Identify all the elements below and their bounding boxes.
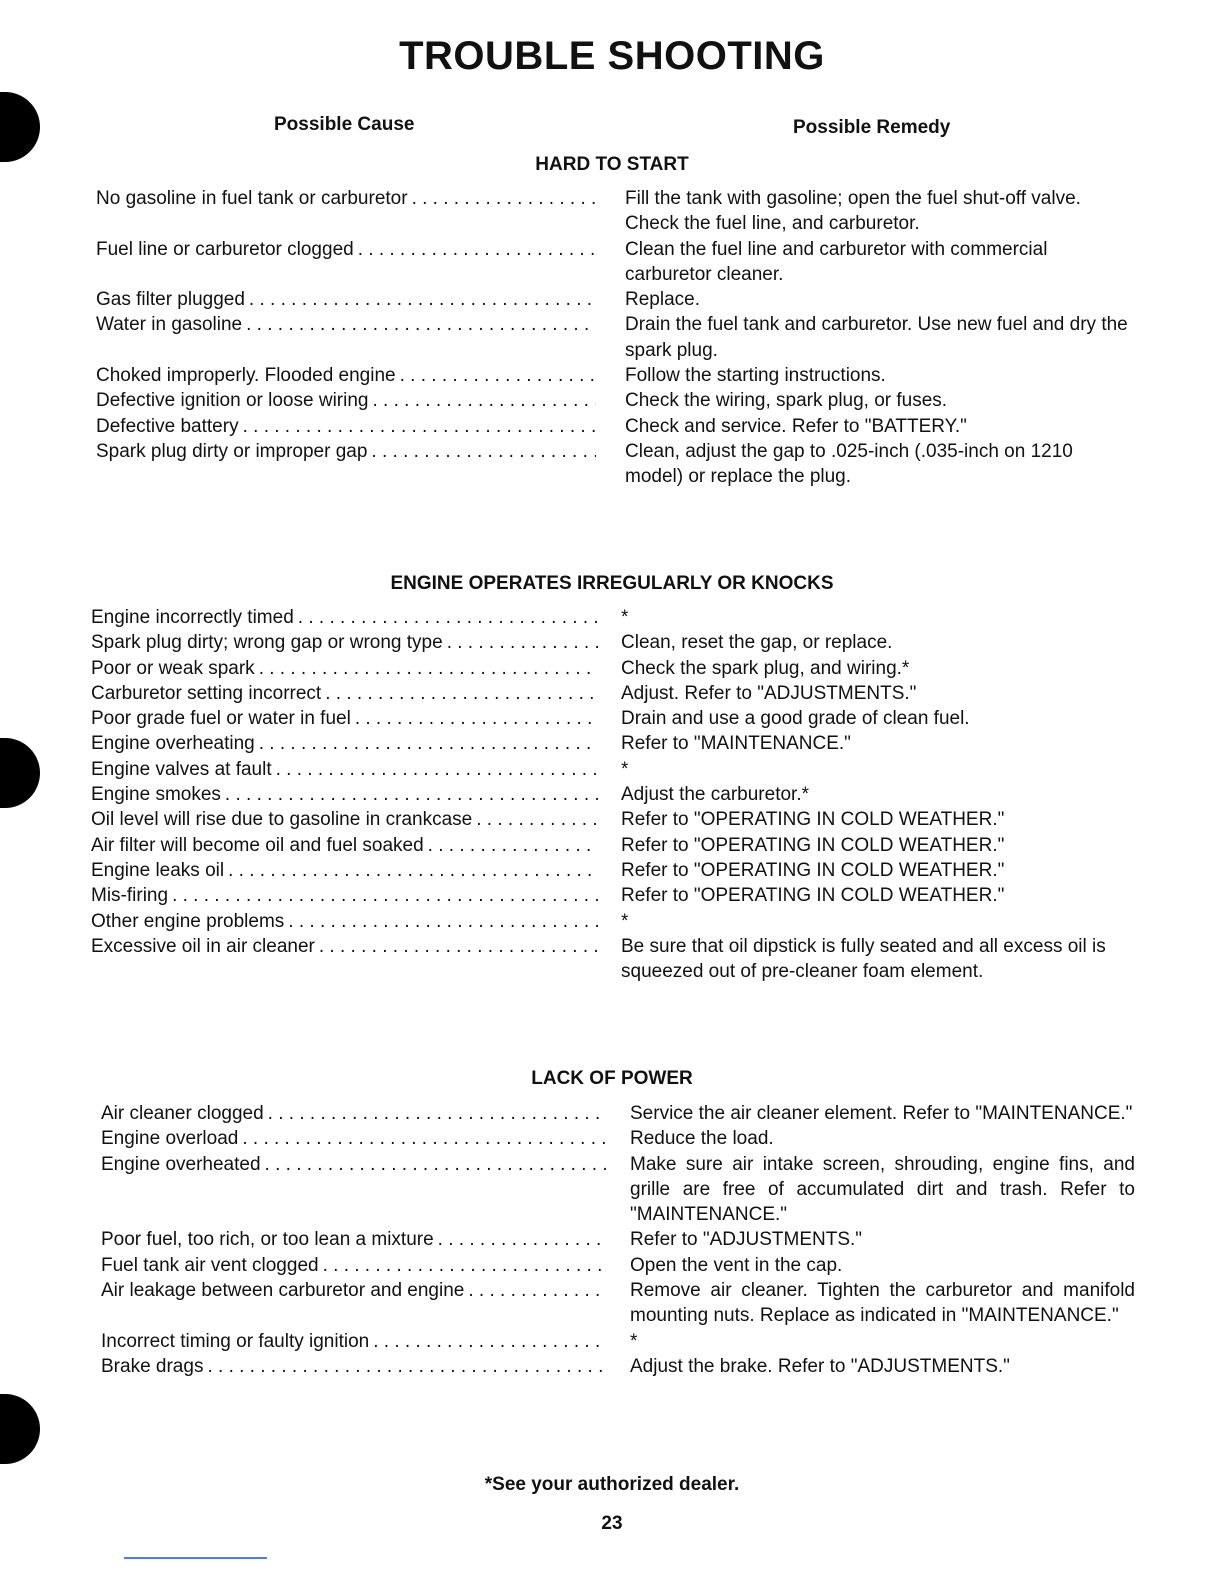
remedy-cell: * [621,758,629,780]
cause-text: Engine incorrectly timed [91,607,294,628]
remedy-cell: Refer to "OPERATING IN COLD WEATHER." [621,859,1005,881]
cause-cell [91,833,598,858]
remedy-cell: Clean the fuel line and carburetor with commercial carburetor cleaner. [625,238,1048,285]
column-header-cause: Possible Cause [274,114,415,135]
cause-text: Excessive oil in air cleaner [91,935,315,957]
cause-cell [91,858,598,883]
table-row [91,909,1133,934]
page-number: 23 [601,1513,623,1534]
dot-leader [319,1253,606,1278]
cause-text: Defective ignition or loose wiring [96,390,369,412]
cause-text: Other engine problems [91,910,285,932]
cause-cell [91,782,598,807]
remedy-cell: * [621,607,629,628]
cause-text: Engine smokes [91,784,221,806]
cause-text: Poor grade fuel or water in fuel [91,708,351,730]
table-row [96,363,1133,388]
dot-leader [294,605,598,630]
table-row [91,858,1133,883]
table-row [96,237,1133,288]
remedy-cell: Service the air cleaner element. Refer to "MAINTENANCE." [630,1103,1133,1124]
section-rows-lack-of-power [101,1101,1135,1379]
cause-text: Air leakage between carburetor and engine [101,1280,465,1302]
dot-leader [272,757,598,782]
table-row [101,1227,1135,1252]
cause-cell [96,363,596,388]
dot-leader [255,656,598,681]
remedy-cell: Refer to "ADJUSTMENTS." [630,1229,863,1251]
cause-text: Engine overheating [91,733,255,755]
remedy-cell: Check and service. Refer to "BATTERY." [625,415,967,437]
table-row [91,630,1133,655]
table-row [101,1126,1135,1151]
remedy-cell: Drain and use a good grade of clean fuel. [621,708,970,730]
cause-cell [101,1101,606,1126]
remedy-cell: Refer to "OPERATING IN COLD WEATHER." [621,885,1005,907]
cause-cell [101,1227,606,1252]
remedy-cell: Remove air cleaner. Tighten the carburetor and manifold mounting nuts. Replace as indicated in "MAINTENANCE." [630,1280,1135,1327]
dot-leader [354,237,596,288]
remedy-cell: Adjust. Refer to "ADJUSTMENTS." [621,682,917,704]
cause-cell [91,605,598,630]
table-row [101,1253,1135,1278]
cause-cell [91,681,598,706]
cause-cell [96,186,596,237]
cause-cell [91,883,598,908]
cause-cell [96,312,596,363]
table-row [91,934,1133,985]
dot-leader [264,1101,606,1126]
dot-leader [443,630,598,655]
remedy-cell: Drain the fuel tank and carburetor. Use new fuel and dry the spark plug. [625,314,1128,361]
cause-cell [96,439,596,490]
table-row [96,388,1133,413]
cause-cell [101,1329,606,1354]
remedy-cell: Be sure that oil dipstick is fully seated and all excess oil is squeezed out of pre-cleaner foam element. [621,935,1106,983]
cause-text: Mis-firing [91,885,169,907]
cause-text: Engine valves at fault [91,758,272,780]
table-row [96,312,1133,363]
punch-hole-icon [0,1394,40,1464]
remedy-cell: Check the wiring, spark plug, or fuses. [625,390,948,412]
cause-text: Fuel tank air vent clogged [101,1254,319,1276]
section-heading-hard-to-start: HARD TO START [535,154,689,175]
table-row [91,807,1133,832]
remedy-cell: Open the vent in the cap. [630,1254,843,1276]
cause-text: Carburetor setting incorrect [91,682,322,704]
table-row [91,782,1133,807]
dot-leader [367,439,596,490]
table-row [91,883,1133,908]
cause-text: Fuel line or carburetor clogged [96,238,354,260]
dot-leader [321,681,598,706]
cause-text: Defective battery [96,415,239,437]
dot-leader [221,782,598,807]
remedy-cell: Clean, reset the gap, or replace. [621,632,893,654]
cause-text: Water in gasoline [96,314,243,336]
remedy-cell: Adjust the carburetor.* [621,784,809,806]
dot-leader [239,414,596,439]
cause-text: Oil level will rise due to gasoline in crankcase [91,809,473,831]
dot-leader [224,858,598,883]
cause-cell [101,1152,606,1228]
dot-leader [408,186,596,237]
remedy-cell: Fill the tank with gasoline; open the fuel shut-off valve. Check the fuel line, and carburetor. [625,188,1081,235]
dot-leader [255,731,598,756]
dot-leader [434,1227,606,1252]
dot-leader [351,706,598,731]
table-row [96,439,1133,490]
cause-text: Gas filter plugged [96,289,245,311]
cause-cell [91,807,598,832]
cause-text: Spark plug dirty; wrong gap or wrong type [91,632,443,654]
column-header-remedy: Possible Remedy [793,117,951,138]
table-row [91,757,1133,782]
remedy-cell: Refer to "OPERATING IN COLD WEATHER." [621,834,1005,856]
remedy-cell: Refer to "OPERATING IN COLD WEATHER." [621,809,1005,831]
dot-leader [168,883,598,908]
cause-text: Poor fuel, too rich, or too lean a mixture [101,1229,434,1251]
cause-cell [91,706,598,731]
dot-leader [203,1354,606,1379]
cause-cell [96,237,596,288]
section-heading-engine-irregular: ENGINE OPERATES IRREGULARLY OR KNOCKS [390,573,834,594]
cause-cell [101,1253,606,1278]
cause-text: Poor or weak spark [91,657,255,679]
table-row [91,656,1133,681]
cause-text: Brake drags [101,1355,204,1377]
punch-hole-icon [0,92,40,162]
table-row [101,1278,1135,1329]
table-row [91,605,1133,630]
cause-cell [91,656,598,681]
table-row [91,706,1133,731]
table-row [91,731,1133,756]
remedy-cell: * [630,1330,638,1352]
remedy-cell: Adjust the brake. Refer to "ADJUSTMENTS." [630,1355,1010,1377]
cause-cell [101,1126,606,1151]
cause-text: Air filter will become oil and fuel soaked [91,834,424,856]
table-row [101,1152,1135,1228]
remedy-cell: Replace. [625,289,700,311]
remedy-cell: Refer to "MAINTENANCE." [621,733,851,755]
cause-text: Engine overload [101,1128,239,1150]
remedy-cell: * [621,910,629,932]
cause-text: Incorrect timing or faulty ignition [101,1330,370,1352]
dot-leader [242,312,596,363]
dot-leader [315,934,598,985]
section-rows-engine-irregular [91,605,1133,984]
scan-mark [124,1557,267,1559]
dot-leader [245,287,596,312]
table-row [91,681,1133,706]
table-row [96,287,1133,312]
remedy-cell: Make sure air intake screen, shrouding, engine fins, and grille are free of accumulated dirt and trash. Refer to "MAINTENANCE." [630,1153,1135,1226]
dot-leader [369,1329,606,1354]
table-row [101,1354,1135,1379]
dot-leader [238,1126,606,1151]
remedy-cell: Check the spark plug, and wiring.* [621,657,910,679]
dot-leader [464,1278,606,1329]
cause-text: Air cleaner clogged [101,1103,264,1124]
cause-cell [91,757,598,782]
section-rows-hard-to-start [96,186,1133,490]
cause-cell [96,414,596,439]
page-title: TROUBLE SHOOTING [399,34,825,78]
footnote: *See your authorized dealer. [484,1474,740,1495]
cause-cell [101,1354,606,1379]
cause-cell [91,630,598,655]
cause-cell [101,1278,606,1329]
dot-leader [472,807,598,832]
cause-text: Engine leaks oil [91,859,225,881]
cause-cell [91,731,598,756]
table-row [101,1329,1135,1354]
dot-leader [424,833,598,858]
dot-leader [261,1152,606,1228]
cause-cell [96,287,596,312]
remedy-cell: Follow the starting instructions. [625,365,886,387]
dot-leader [396,363,596,388]
remedy-cell: Clean, adjust the gap to .025-inch (.035-inch on 1210 model) or replace the plug. [625,440,1073,488]
cause-text: Engine overheated [101,1153,261,1175]
cause-text: No gasoline in fuel tank or carburetor [96,188,408,209]
cause-cell [91,934,598,985]
section-heading-lack-of-power: LACK OF POWER [531,1068,693,1089]
cause-cell [96,388,596,413]
table-row [96,414,1133,439]
remedy-cell: Reduce the load. [630,1128,774,1150]
cause-text: Spark plug dirty or improper gap [96,440,368,462]
table-row [101,1101,1135,1126]
punch-hole-icon [0,738,40,808]
cause-text: Choked improperly. Flooded engine [96,365,396,387]
table-row [96,186,1133,237]
cause-cell [91,909,598,934]
table-row [91,833,1133,858]
dot-leader [284,909,598,934]
dot-leader [368,388,596,413]
